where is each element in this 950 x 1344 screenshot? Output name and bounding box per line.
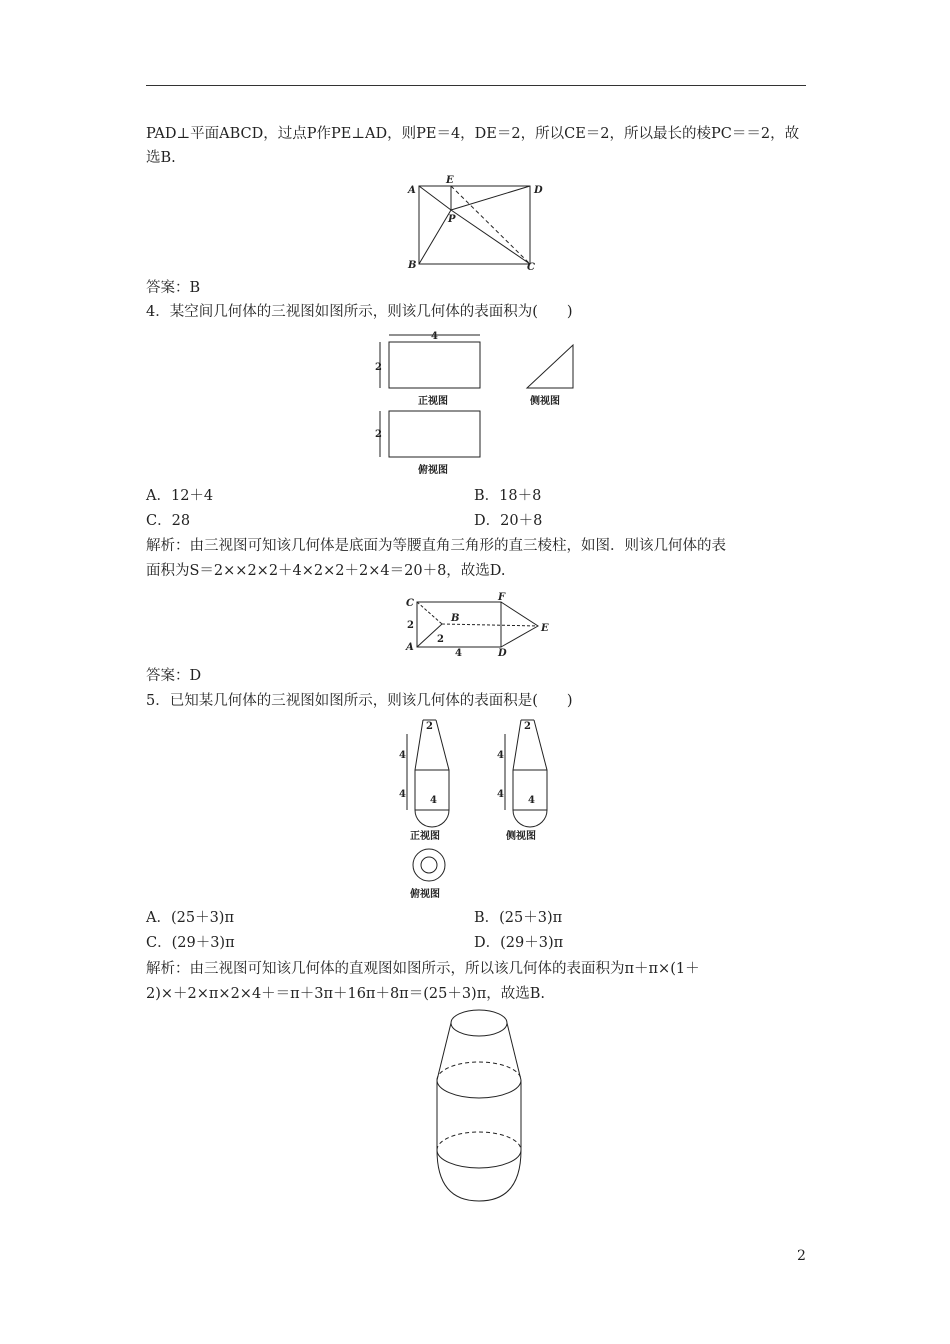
label-a: A [406,642,414,653]
label-a: A [408,185,416,196]
label-e: E [541,623,549,634]
question-4-stem: 4．某空间几何体的三视图如图所示，则该几何体的表面积为( ) [146,304,573,320]
answer-4: 答案：D [146,668,202,684]
label-d: D [498,648,507,659]
side-view-label: 侧视图 [506,831,536,842]
question-5-stem: 5．已知某几何体的三视图如图所示，则该几何体的表面积是( ) [146,693,573,709]
label-f: F [498,592,506,603]
label-e: E [446,175,454,186]
dim-width: 4 [431,331,438,342]
option-a: A．12＋4 [146,488,214,504]
top-view-label: 俯视图 [418,465,448,476]
figure-prism [398,590,558,660]
dim-hb: 2 [437,634,444,645]
analysis-line: 2)×＋2×π×2×4＋＝π＋3π＋16π＋8π＝(25＋3)π，故选B. [146,986,545,1002]
front-view-label: 正视图 [418,396,448,407]
answer-3: 答案：B [146,280,201,296]
label-d: D [534,185,543,196]
dim-h2-side: 4 [497,789,504,800]
dim-top-side: 2 [524,721,531,732]
analysis-line: 面积为S＝2××2×2＋4×2×2＋2×4＝20＋8，故选D. [146,563,506,579]
figure-three-views-bottle [385,712,565,902]
figure-rectangle-abcd [400,172,550,272]
figure-bottle-3d [425,1005,535,1210]
option-d: D．20＋8 [474,513,543,529]
dim-h: 2 [407,620,414,631]
option-b: B．18＋8 [474,488,542,504]
label-b: B [408,260,417,271]
dim-len: 4 [455,648,462,659]
page-number: 2 [797,1248,806,1264]
option-c: C．28 [146,513,191,529]
analysis-line: 解析：由三视图可知该几何体是底面为等腰直角三角形的直三棱柱，如图．则该几何体的表 [146,538,726,554]
option-d: D．(29＋3)π [474,935,564,951]
dim-height: 2 [375,362,382,373]
analysis-line: 解析：由三视图可知该几何体的直观图如图所示，所以该几何体的表面积为π＋π×(1＋ [146,961,700,977]
option-b: B．(25＋3)π [474,910,563,926]
front-view-label: 正视图 [410,831,440,842]
label-b: B [451,613,460,624]
dim-h2: 4 [399,789,406,800]
dim-w: 4 [430,795,437,806]
figure-three-views-prism [370,325,590,480]
dim-h1: 4 [399,750,406,761]
dim-w-side: 4 [528,795,535,806]
label-c: C [527,262,535,272]
side-view-label: 侧视图 [530,396,560,407]
dim-h1-side: 4 [497,750,504,761]
label-p: P [448,214,456,225]
option-c: C．(29＋3)π [146,935,235,951]
dim-top: 2 [426,721,433,732]
text-line: PAD⊥平面ABCD，过点P作PE⊥AD，则PE＝4，DE＝2，所以CE＝2，所以最长的棱PC＝＝2，故 [146,126,800,142]
top-view-label: 俯视图 [410,889,440,900]
header-rule [146,85,806,86]
label-c: C [406,598,414,609]
option-a: A．(25＋3)π [146,910,234,926]
dim-height-top: 2 [375,429,382,440]
text-line: 选B. [146,150,176,166]
